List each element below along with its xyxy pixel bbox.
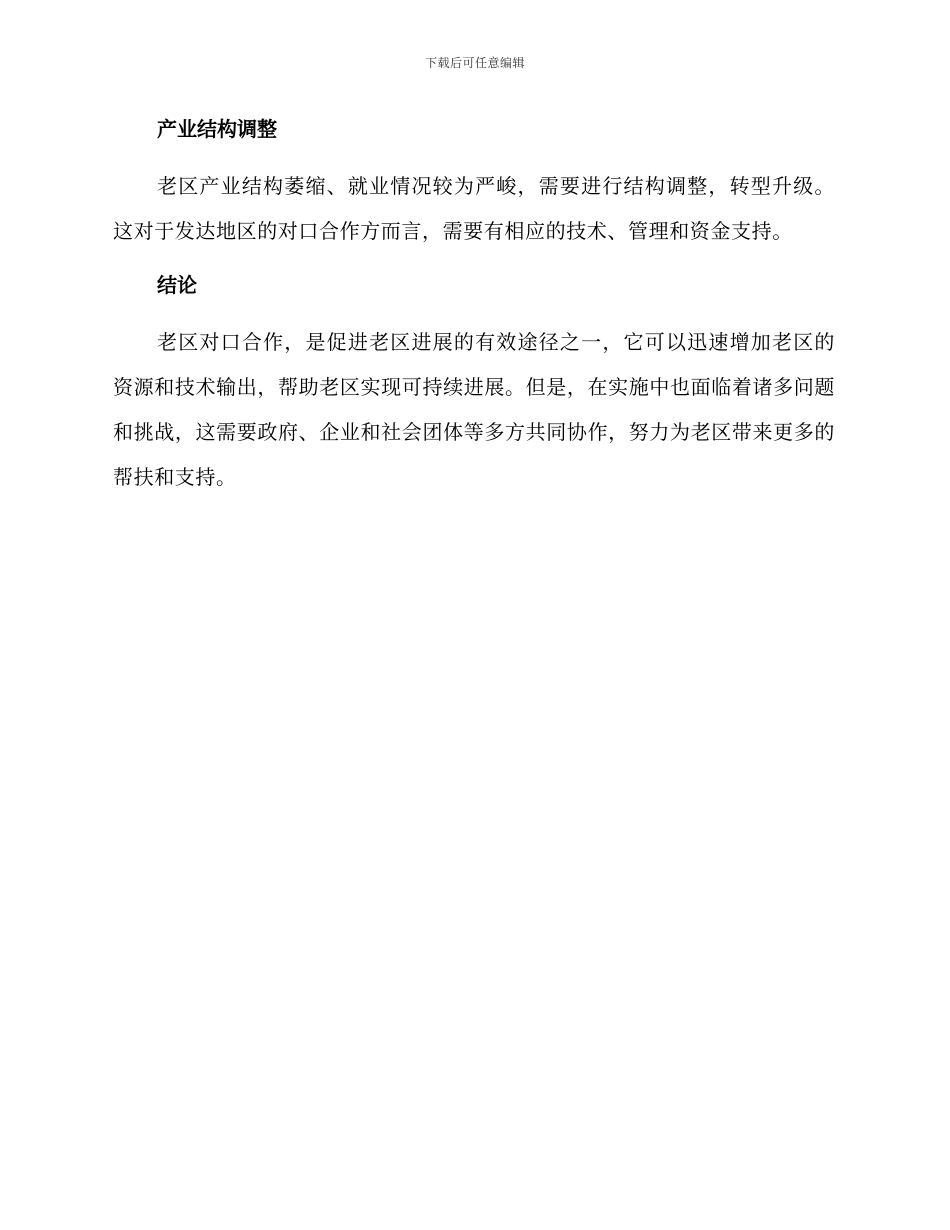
spacer — [113, 302, 835, 320]
section-paragraph-conclusion: 老区对口合作，是促进老区进展的有效途径之一，它可以迅速增加老区的资源和技术输出，帮助老区实现可持续进展。但是，在实施中也面临着诸多问题和挑战，这需要政府、企业和社会团体等多方共同协作，努力为老区带来更多的帮扶和支持。 — [113, 330, 835, 489]
header-note: 下载后可任意编辑 — [424, 56, 525, 70]
document-body — [113, 112, 835, 500]
section-heading-conclusion: 结论 — [157, 273, 197, 297]
spacer — [113, 146, 835, 164]
spacer — [113, 254, 835, 268]
section-paragraph-industrial-restructuring: 老区产业结构萎缩、就业情况较为严峻，需要进行结构调整，转型升级。这对于发达地区的对口合作方而言，需要有相应的技术、管理和资金支持。 — [113, 174, 835, 243]
section-heading-industrial-restructuring: 产业结构调整 — [157, 117, 277, 141]
